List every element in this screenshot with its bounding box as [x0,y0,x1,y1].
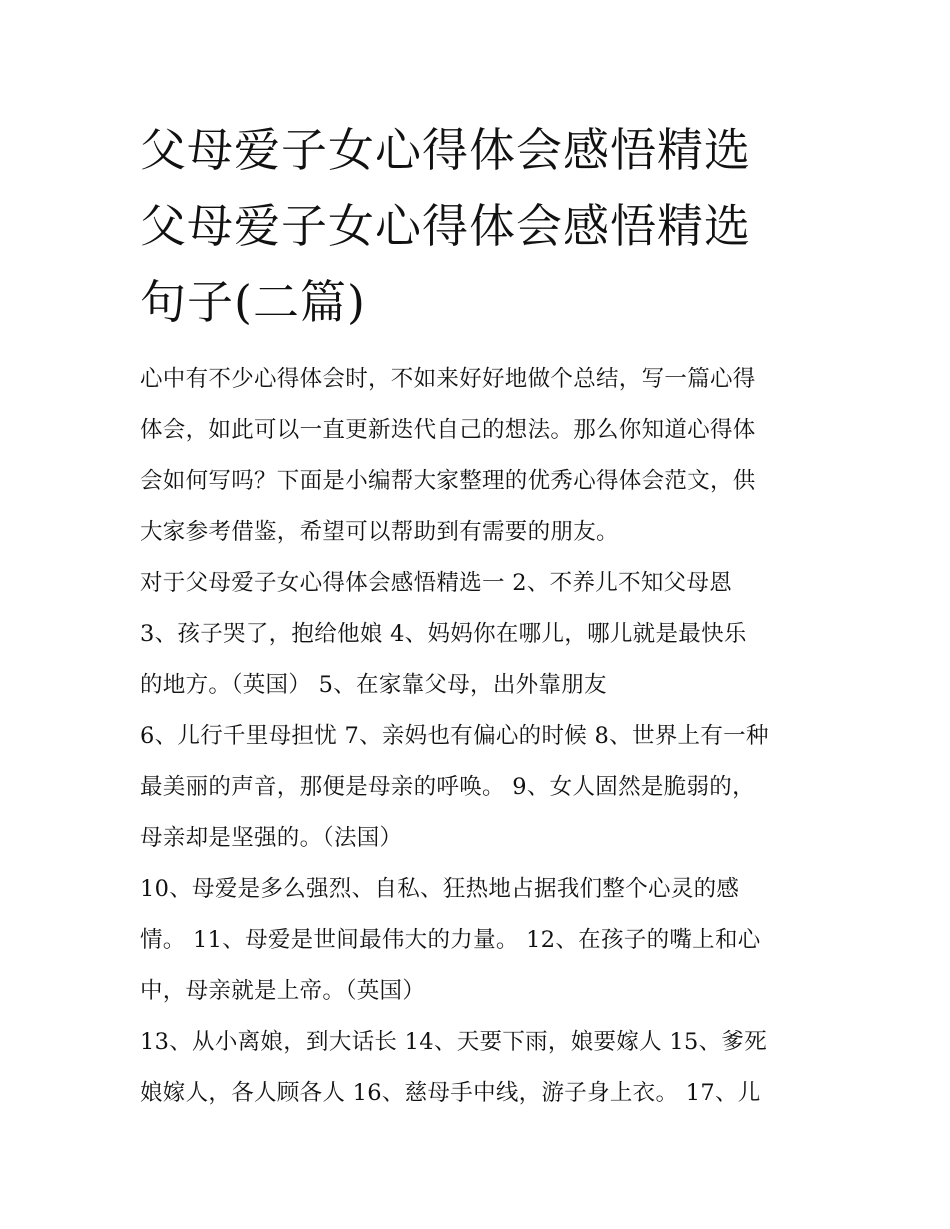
body-line: 的地方。（英国） 5、在家靠父母，出外靠朋友 [140,672,607,698]
body-line: 10、母爱是多么强烈、自私、狂热地占据我们整个心灵的感 [140,876,740,902]
body-line: 大家参考借鉴，希望可以帮助到有需要的朋友。 [140,519,619,545]
title-line: 父母爱子女心得体会感悟精选 [140,123,751,177]
title-line: 句子(二篇) [140,275,366,329]
body-line: 情。 11、母爱是世间最伟大的力量。 12、在孩子的嘴上和心 [140,927,761,953]
document-body [140,354,820,1119]
body-line: 最美丽的声音，那便是母亲的呼唤。 9、女人固然是脆弱的， [140,774,755,800]
body-line: 会如何写吗？下面是小编帮大家整理的优秀心得体会范文，供 [140,468,756,494]
body-line: 体会，如此可以一直更新迭代自己的想法。那么你知道心得体 [140,417,756,443]
body-line: 13、从小离娘，到大话长 14、天要下雨，娘要嫁人 15、爹死 [140,1029,767,1055]
body-line: 3、孩子哭了，抱给他娘 4、妈妈你在哪儿，哪儿就是最快乐 [140,621,747,647]
body-line: 娘嫁人，各人顾各人 16、慈母手中线，游子身上衣。 17、儿 [140,1080,761,1106]
body-line: 对于父母爱子女心得体会感悟精选一 2、不养儿不知父母恩 [140,570,733,596]
body-line: 6、儿行千里母担忧 7、亲妈也有偏心的时候 8、世界上有一种 [140,723,769,749]
document-title [140,112,820,340]
body-line: 心中有不少心得体会时，不如来好好地做个总结，写一篇心得 [140,366,756,392]
title-line: 父母爱子女心得体会感悟精选 [140,199,751,253]
body-line: 母亲却是坚强的。（法国） [140,825,403,851]
body-line: 中，母亲就是上帝。（英国） [140,978,426,1004]
